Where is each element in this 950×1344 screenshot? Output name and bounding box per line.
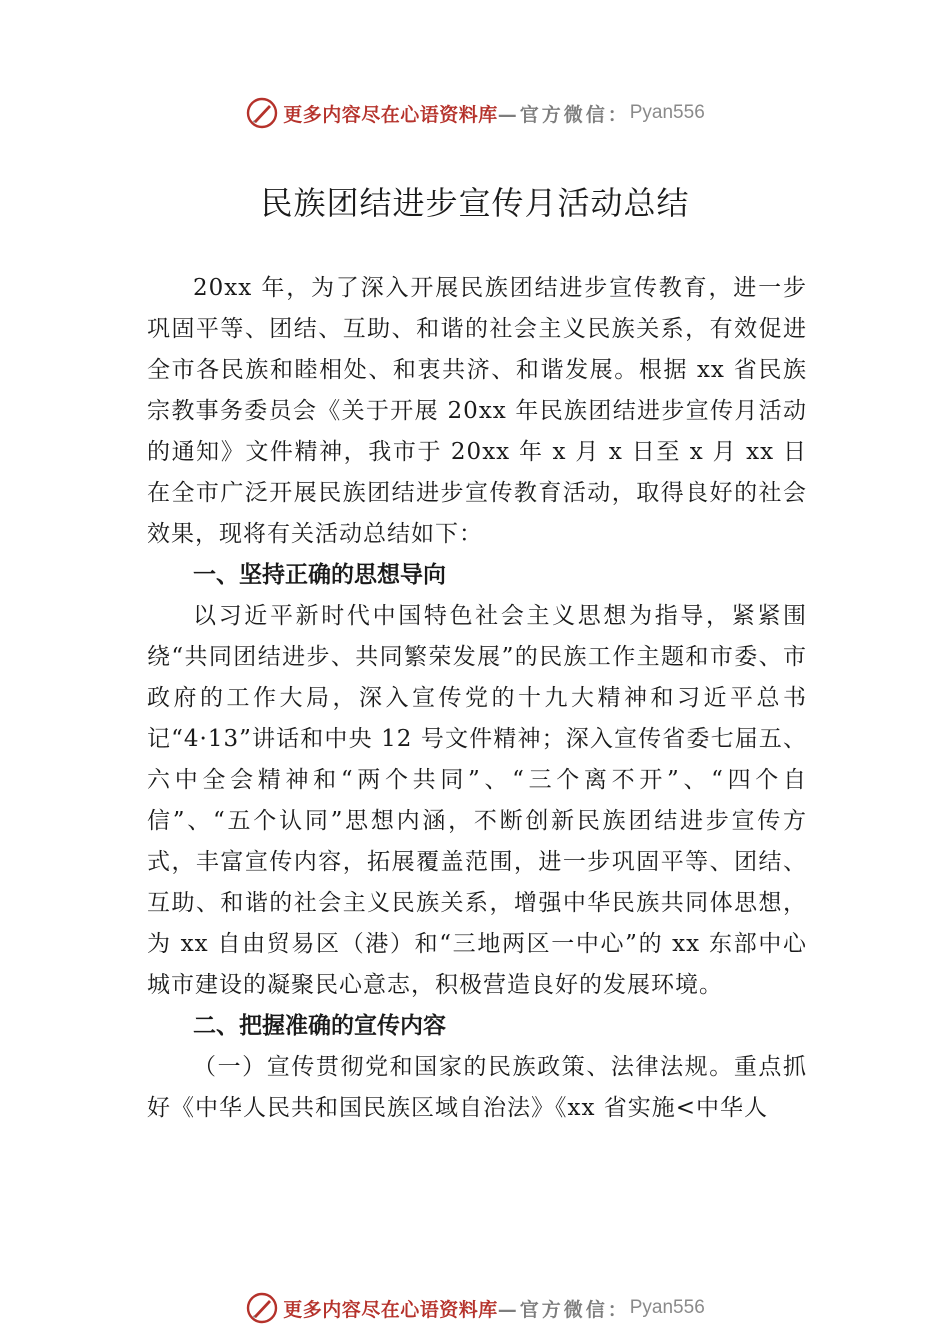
watermark-wechat-id: Pyan556: [629, 102, 705, 123]
document-title: 民族团结进步宣传月活动总结: [260, 184, 690, 222]
paragraph-section-1: 以习近平新时代中国特色社会主义思想为指导，紧紧围绕“共同团结进步、共同繁荣发展”的民族工作主题和市委、市政府的工作大局，深入宣传党的十九大精神和习近平总书记“4·13”讲话和中央 12 号文件精神；深入宣传省委七届五、六中全会精神和“两个共同”、“三个离不开”、“四个自信”、“五个认同”思想内涵，不断创新民族团结进步宣传方式，丰富宣传内容，拓展覆盖范围，进一步巩固平等、团结、互助、和谐的社会主义民族关系，增强中华民族共同体思想， 为 xx 自由贸易区（港）和“三地两区一中心”的 xx 东部中心城市建设的凝聚民心意志，积极营造良好的发展环境。: [147, 603, 807, 998]
watermark-wechat-id: Pyan556: [629, 1297, 705, 1318]
watermark-gray-text: —官方微信：: [497, 103, 630, 126]
quill-logo-icon: [245, 1291, 279, 1325]
section-heading-2: 二、把握准确的宣传内容: [193, 1013, 446, 1039]
paragraph-section-2: （一）宣传贯彻党和国家的民族政策、法律法规。重点抓好《中华人民共和国民族区域自治法》《xx 省实施<中华人: [147, 1054, 807, 1121]
watermark-banner-top: [0, 95, 950, 131]
watermark-gray-text: —官方微信：: [497, 1298, 630, 1321]
watermark-red-text: 更多内容尽在心语资料库: [283, 1298, 498, 1321]
quill-logo-icon: [245, 96, 279, 130]
watermark-red-text: 更多内容尽在心语资料库: [283, 103, 498, 126]
document-body: [147, 268, 807, 1129]
paragraph-intro: 20xx 年，为了深入开展民族团结进步宣传教育，进一步巩固平等、团结、互助、和谐的社会主义民族关系，有效促进全市各民族和睦相处、和衷共济、和谐发展。根据 xx 省民族宗教事务委员会《关于开展 20xx 年民族团结进步宣传月活动的通知》文件精神，我市于 20xx 年 x 月 x 日至 x 月 xx 日在全市广泛开展民族团结进步宣传教育活动，取得良好的社会效果，现将有关活动总结如下：: [147, 275, 807, 547]
section-heading-1: 一、坚持正确的思想导向: [193, 562, 446, 588]
watermark-banner-bottom: [0, 1290, 950, 1326]
